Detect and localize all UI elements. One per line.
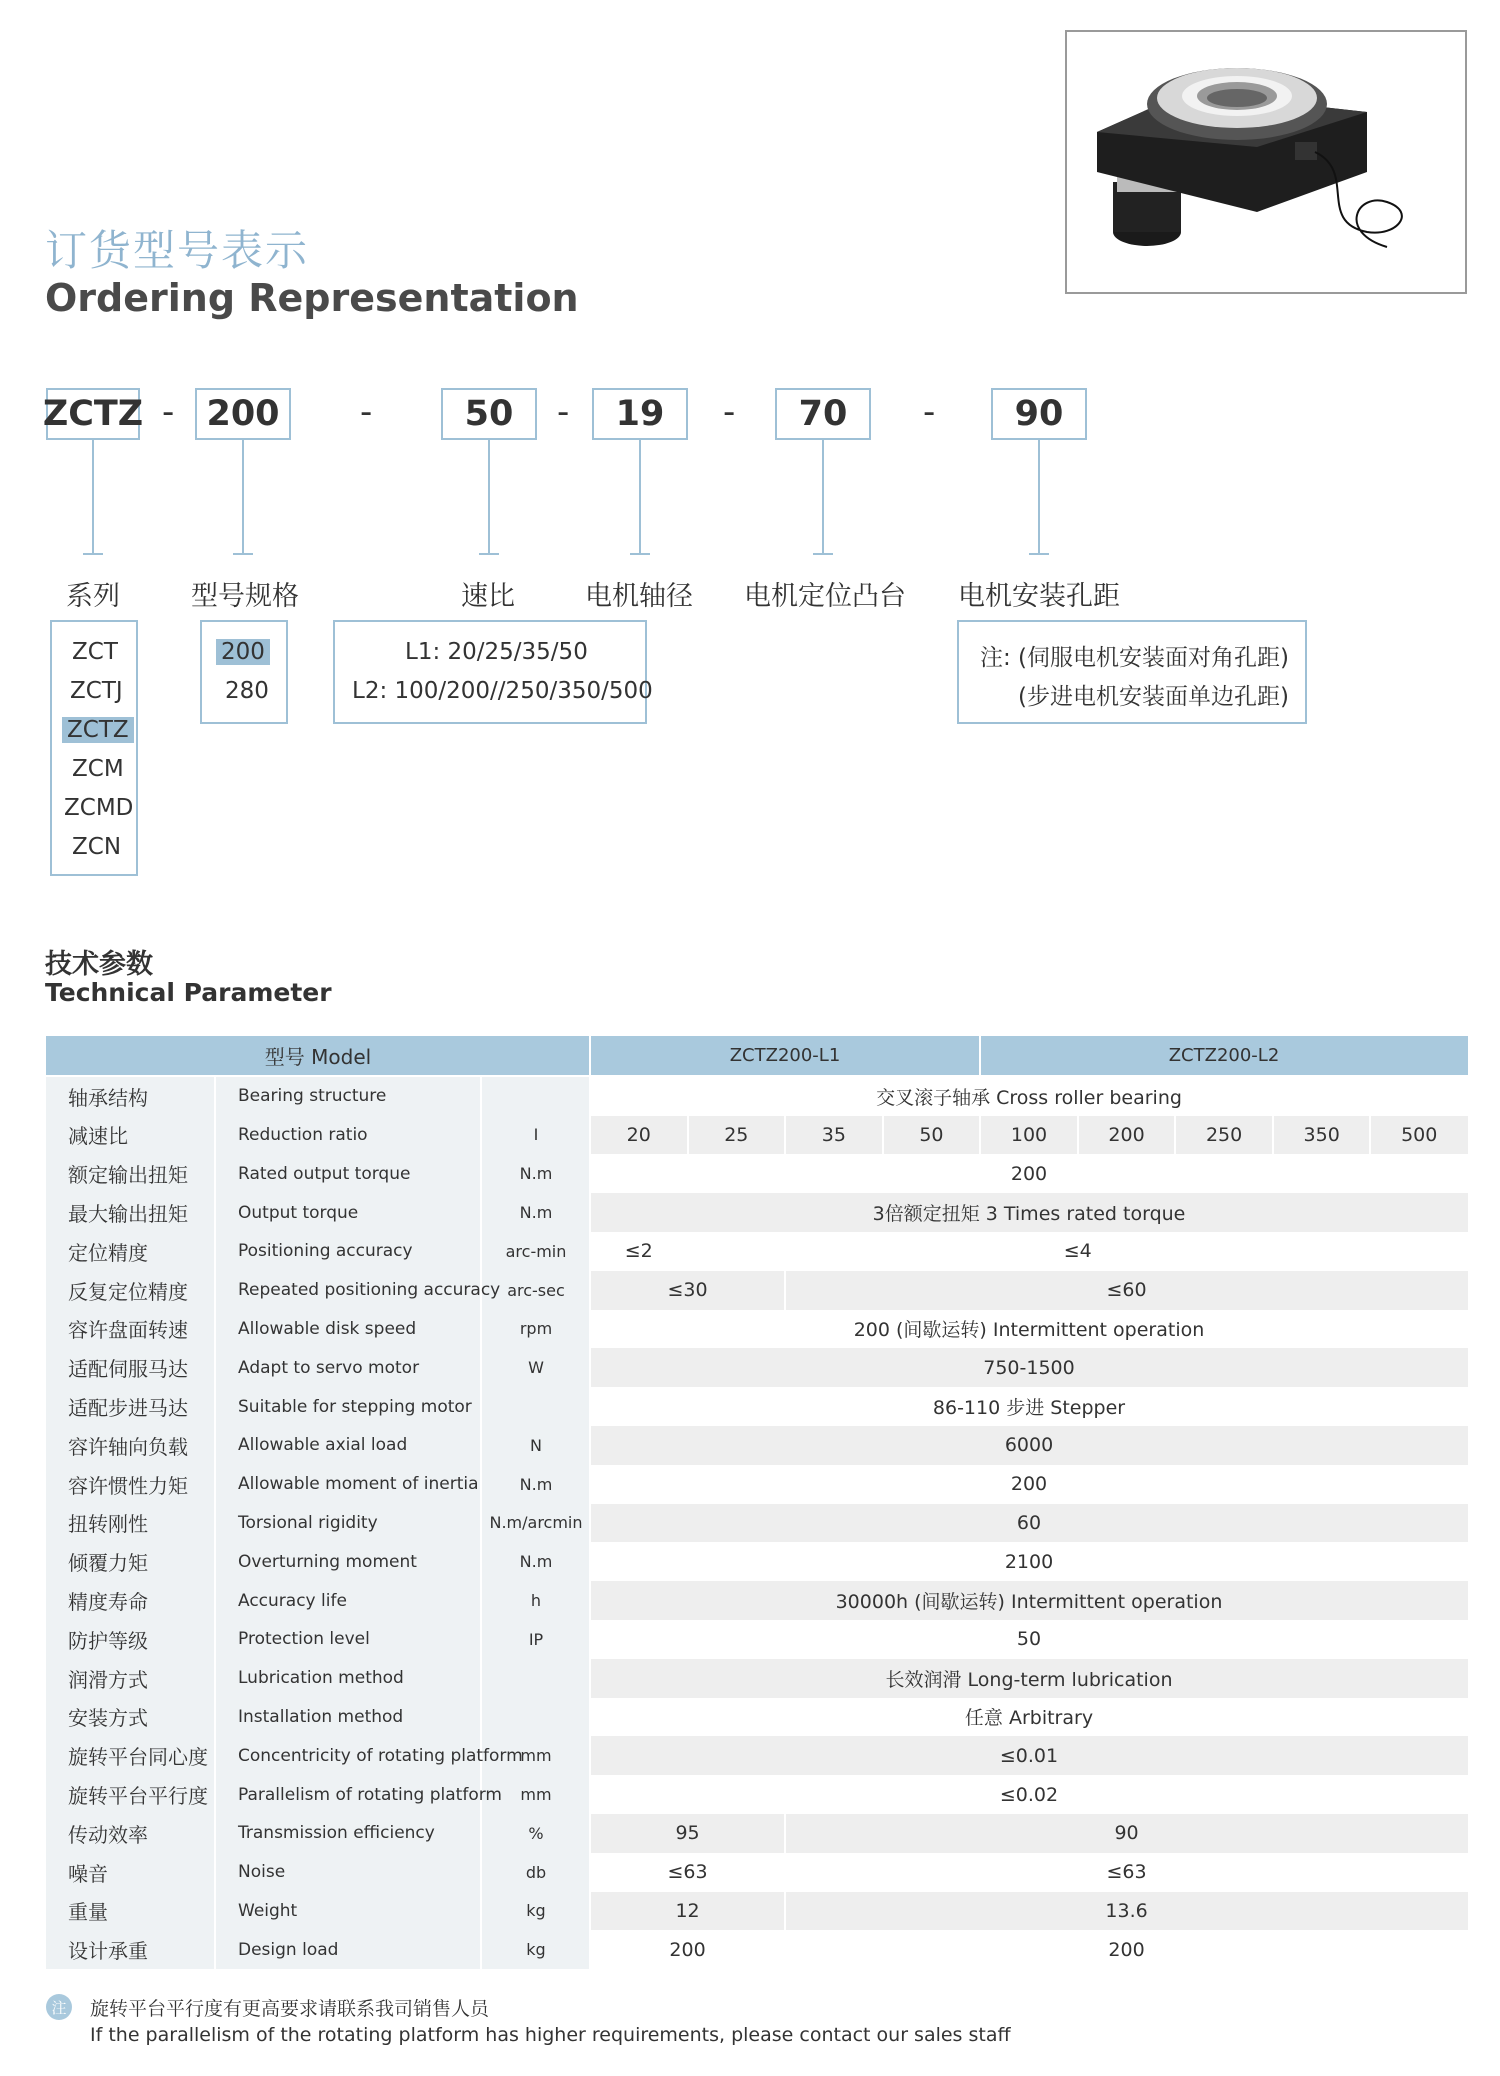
size-option: 280 — [225, 678, 269, 704]
param-unit: N — [530, 1435, 542, 1455]
table-row — [46, 1581, 1468, 1620]
header-model: 型号 Model — [264, 1044, 372, 1069]
param-name-cn: 防护等级 — [68, 1628, 148, 1653]
table-row — [46, 1077, 1468, 1116]
param-unit: kg — [526, 1901, 546, 1921]
series-option: ZCTJ — [70, 678, 123, 704]
series-option-selected: ZCTZ — [62, 717, 134, 743]
param-value: 25 — [724, 1123, 749, 1146]
table-row — [46, 1814, 1468, 1853]
param-value: ≤0.01 — [999, 1744, 1059, 1767]
code-shaft: 19 — [592, 388, 688, 440]
table-row — [46, 1387, 1468, 1426]
connector-foot — [479, 553, 499, 555]
param-value: 95 — [675, 1822, 700, 1845]
ordering-title-en: Ordering Representation — [45, 276, 579, 320]
param-name-cn: 减速比 — [68, 1124, 128, 1149]
param-unit: IP — [528, 1629, 544, 1649]
hole-note: (步进电机安装面单边孔距) — [1018, 684, 1289, 710]
param-unit: mm — [520, 1785, 552, 1805]
param-name-cn: 额定输出扭矩 — [68, 1163, 188, 1188]
param-name-cn: 最大输出扭矩 — [68, 1202, 188, 1227]
param-value: 500 — [1401, 1123, 1438, 1146]
param-value: 20 — [626, 1123, 651, 1146]
param-value: 35 — [821, 1123, 846, 1146]
param-unit: kg — [526, 1940, 546, 1960]
param-name-cn: 旋转平台同心度 — [68, 1745, 208, 1770]
param-value: ≤63 — [1106, 1861, 1147, 1884]
param-value: 50 — [919, 1123, 944, 1146]
size-options-box — [200, 620, 288, 724]
series-option: ZCM — [72, 756, 124, 782]
param-name-en: Adapt to servo motor — [238, 1357, 420, 1378]
note-text-en: If the parallelism of the rotating platform has higher requirements, please contact our sales staff — [90, 2024, 1011, 2046]
code-dash: - — [557, 392, 570, 432]
param-name-cn: 容许惯性力矩 — [68, 1473, 188, 1498]
param-value: 50 — [1016, 1628, 1042, 1651]
param-value: 12 — [675, 1899, 700, 1922]
connector-foot — [233, 553, 253, 555]
param-value: 30000h (间歇运转) Intermittent operation — [835, 1591, 1223, 1614]
table-row — [46, 1930, 1468, 1969]
param-name-en: Reduction ratio — [238, 1124, 368, 1145]
code-dash: - — [723, 392, 736, 432]
header-l1: ZCTZ200-L1 — [729, 1044, 841, 1066]
param-name-en: Allowable axial load — [238, 1435, 408, 1456]
param-name-cn: 重量 — [68, 1900, 108, 1925]
param-name-cn: 设计承重 — [68, 1939, 148, 1964]
code-dash: - — [360, 392, 373, 432]
param-value: 长效润滑 Long-term lubrication — [885, 1668, 1173, 1691]
param-value: 6000 — [1004, 1434, 1054, 1457]
param-unit: % — [528, 1823, 544, 1843]
param-name-cn: 旋转平台平行度 — [68, 1784, 208, 1809]
param-unit: N.m/arcmin — [489, 1513, 583, 1533]
table-row — [46, 1426, 1468, 1465]
ratio-option: L2: 100/200//250/350/500 — [352, 678, 653, 704]
param-name-en: Design load — [238, 1939, 339, 1960]
code-ratio: 50 — [441, 388, 537, 440]
param-unit: arc-sec — [507, 1280, 565, 1300]
param-name-cn: 噪音 — [68, 1861, 108, 1886]
param-name-cn: 润滑方式 — [68, 1667, 148, 1692]
code-dash: - — [162, 392, 175, 432]
param-value: 200 — [1010, 1473, 1048, 1496]
param-value: 3倍额定扭矩 3 Times rated torque — [872, 1203, 1186, 1226]
connector-line — [242, 440, 244, 554]
param-unit: db — [525, 1862, 547, 1882]
param-unit: N.m — [519, 1552, 553, 1572]
code-size: 200 — [195, 388, 291, 440]
param-value: 200 — [1108, 1938, 1145, 1961]
param-value: 86-110 步进 Stepper — [932, 1397, 1126, 1420]
param-unit — [482, 1698, 590, 1737]
connector-line — [639, 440, 641, 554]
table-row — [46, 1116, 1468, 1155]
note-icon: 注 — [46, 1994, 72, 2020]
ratio-options-box — [333, 620, 647, 724]
series-option: ZCMD — [64, 795, 134, 821]
section-title-cn: 技术参数 — [45, 949, 153, 980]
series-option: ZCT — [72, 639, 118, 665]
param-name-en: Lubrication method — [238, 1668, 404, 1689]
param-name-en: Allowable disk speed — [238, 1318, 417, 1339]
product-photo — [1065, 30, 1467, 294]
param-unit: arc-min — [505, 1241, 567, 1261]
table-row — [46, 1504, 1468, 1543]
category-hole: 电机安装孔距 — [958, 581, 1120, 612]
param-name-cn: 倾覆力矩 — [68, 1551, 148, 1576]
category-shaft: 电机轴径 — [585, 581, 693, 612]
param-name-en: Installation method — [238, 1706, 404, 1727]
param-value: 200 — [1108, 1123, 1145, 1146]
ordering-title-cn: 订货型号表示 — [45, 226, 310, 275]
param-value: 交叉滚子轴承 Cross roller bearing — [876, 1086, 1182, 1109]
param-unit: h — [530, 1591, 542, 1611]
table-row — [46, 1232, 1468, 1271]
connector-foot — [630, 553, 650, 555]
table-row — [46, 1659, 1468, 1698]
param-name-cn: 容许轴向负载 — [68, 1434, 188, 1459]
param-name-cn: 容许盘面转速 — [68, 1318, 188, 1343]
table-row — [46, 1736, 1468, 1775]
param-value: ≤0.02 — [999, 1783, 1059, 1806]
note-text-cn: 旋转平台平行度有更高要求请联系我司销售人员 — [90, 1998, 490, 2020]
param-name-en: Noise — [238, 1862, 286, 1883]
param-name-en: Torsional rigidity — [238, 1512, 378, 1533]
param-name-en: Repeated positioning accuracy — [238, 1280, 501, 1301]
param-value: ≤63 — [667, 1861, 708, 1884]
table-row — [46, 1348, 1468, 1387]
table-row — [46, 1193, 1468, 1232]
table-row — [46, 1853, 1468, 1892]
connector-line — [488, 440, 490, 554]
rotary-table-illustration — [1067, 32, 1465, 292]
param-value: ≤4 — [1063, 1240, 1092, 1263]
table-row — [46, 1310, 1468, 1349]
param-name-en: Concentricity of rotating platform — [238, 1745, 523, 1766]
param-name-cn: 反复定位精度 — [68, 1279, 188, 1304]
param-unit: N.m — [519, 1474, 553, 1494]
param-name-en: Suitable for stepping motor — [238, 1396, 472, 1417]
series-option: ZCN — [72, 834, 122, 860]
table-row — [46, 1271, 1468, 1310]
param-name-en: Transmission efficiency — [238, 1823, 435, 1844]
table-row — [46, 1775, 1468, 1814]
param-name-en: Positioning accuracy — [238, 1241, 413, 1262]
param-name-en: Accuracy life — [238, 1590, 347, 1611]
param-unit: I — [533, 1125, 539, 1145]
param-unit: N.m — [519, 1164, 553, 1184]
param-name-en: Allowable moment of inertia — [238, 1474, 479, 1495]
param-name-cn: 扭转刚性 — [68, 1512, 148, 1537]
param-value: ≤30 — [667, 1279, 708, 1302]
param-name-cn: 安装方式 — [68, 1706, 148, 1731]
section-title-en: Technical Parameter — [45, 978, 332, 1007]
code-dash: - — [923, 392, 936, 432]
param-value: 90 — [1114, 1822, 1139, 1845]
param-unit: mm — [520, 1746, 552, 1766]
param-name-cn: 适配伺服马达 — [68, 1357, 188, 1382]
connector-line — [1038, 440, 1040, 554]
table-row — [46, 1620, 1468, 1659]
param-name-cn: 轴承结构 — [68, 1085, 148, 1110]
table-row — [46, 1465, 1468, 1504]
table-header — [46, 1036, 1468, 1077]
param-name-en: Output torque — [238, 1202, 359, 1223]
param-name-en: Protection level — [238, 1629, 370, 1650]
param-unit: N.m — [519, 1203, 553, 1223]
spec-table — [46, 1036, 1468, 1969]
table-row — [46, 1154, 1468, 1193]
table-row — [46, 1892, 1468, 1931]
code-boss: 70 — [775, 388, 871, 440]
param-name-en: Bearing structure — [238, 1086, 387, 1107]
param-name-cn: 适配步进马达 — [68, 1396, 188, 1421]
param-value: 60 — [1016, 1511, 1042, 1534]
param-unit: W — [528, 1358, 544, 1378]
category-size: 型号规格 — [191, 581, 299, 612]
param-value: 200 — [669, 1938, 706, 1961]
table-body — [46, 1077, 1468, 1969]
param-name-cn: 精度寿命 — [68, 1590, 148, 1615]
connector-foot — [83, 553, 103, 555]
param-value: 2100 — [1004, 1550, 1054, 1573]
param-value: 200 (间歇运转) Intermittent operation — [853, 1319, 1205, 1342]
param-value: ≤2 — [624, 1240, 653, 1263]
connector-foot — [1029, 553, 1049, 555]
header-l2: ZCTZ200-L2 — [1168, 1044, 1280, 1066]
table-row — [46, 1698, 1468, 1737]
hole-note: 注: (伺服电机安装面对角孔距) — [980, 645, 1290, 671]
param-value: 200 — [1010, 1162, 1048, 1185]
param-value: 13.6 — [1105, 1899, 1148, 1922]
param-value: 100 — [1010, 1123, 1048, 1146]
param-name-cn: 定位精度 — [68, 1240, 148, 1265]
connector-line — [822, 440, 824, 554]
category-series: 系列 — [66, 581, 120, 612]
param-unit: rpm — [519, 1319, 553, 1339]
category-boss: 电机定位凸台 — [744, 581, 906, 612]
param-unit — [482, 1659, 590, 1698]
param-value: 750-1500 — [983, 1356, 1075, 1379]
param-value: 350 — [1303, 1123, 1340, 1146]
param-name-en: Overturning moment — [238, 1551, 417, 1572]
param-name-cn: 传动效率 — [68, 1822, 148, 1847]
category-ratio: 速比 — [461, 581, 515, 612]
param-name-en: Rated output torque — [238, 1163, 411, 1184]
param-value: ≤60 — [1106, 1279, 1147, 1302]
connector-line — [92, 440, 94, 554]
param-value: 250 — [1205, 1123, 1243, 1146]
code-series: ZCTZ — [46, 388, 140, 440]
param-unit — [482, 1387, 590, 1426]
param-value: 任意 Arbitrary — [964, 1707, 1094, 1730]
param-name-en: Weight — [238, 1900, 298, 1921]
ratio-option: L1: 20/25/35/50 — [405, 639, 588, 665]
connector-foot — [813, 553, 833, 555]
size-option-selected: 200 — [216, 639, 270, 665]
param-unit — [482, 1077, 590, 1116]
param-name-en: Parallelism of rotating platform — [238, 1784, 502, 1805]
table-row — [46, 1542, 1468, 1581]
code-hole: 90 — [991, 388, 1087, 440]
